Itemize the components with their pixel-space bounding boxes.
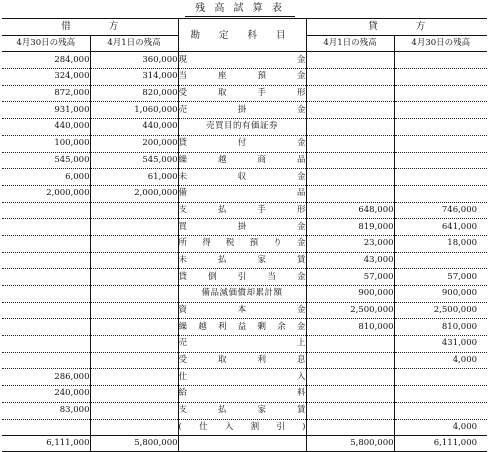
debit-apr30-cell: 100,000 <box>2 135 90 152</box>
debit-apr30-cell: 872,000 <box>2 85 90 102</box>
credit-apr30-cell: 2,500,000 <box>394 302 487 319</box>
debit-apr1-cell <box>90 302 178 319</box>
debit-apr1-cell: 820,000 <box>90 85 178 102</box>
account-name <box>179 86 306 101</box>
account-name <box>179 136 306 151</box>
debit-apr1-cell: 2,000,000 <box>90 185 178 202</box>
debit-apr30-cell: 2,000,000 <box>2 185 90 202</box>
credit-apr1-cell <box>306 185 394 202</box>
debit-sub-header-2: 4月1日の残高 <box>90 35 178 52</box>
debit-apr30-cell <box>2 202 90 219</box>
debit-apr1-cell: 1,060,000 <box>90 102 178 119</box>
account-name-cell <box>178 119 306 136</box>
account-name-char: 手 <box>257 88 266 99</box>
credit-apr30-cell: 4,000 <box>394 352 487 369</box>
account-name-cell <box>178 286 306 303</box>
account-name-cell <box>178 386 306 403</box>
table-row <box>2 269 487 286</box>
credit-apr30-cell: 746,000 <box>394 202 487 219</box>
account-name-char: 未 <box>178 254 188 265</box>
table-row <box>2 402 487 419</box>
table-row <box>2 69 487 86</box>
table-row <box>2 319 487 336</box>
account-name <box>179 236 306 251</box>
account-name-char: 上 <box>297 338 306 349</box>
account-name-char: 備 <box>178 188 188 199</box>
account-name <box>179 336 306 351</box>
credit-apr1-cell: 23,000 <box>306 235 394 252</box>
account-name-char: 金 <box>296 138 306 149</box>
account-name-cell <box>178 419 306 436</box>
account-name-char: 手 <box>257 204 266 215</box>
account-name-char: 受 <box>178 88 188 99</box>
debit-apr30-cell: 83,000 <box>2 402 90 419</box>
account-name-char: 入 <box>224 421 234 432</box>
credit-apr1-cell <box>306 102 394 119</box>
account-name-char: 越 <box>198 321 207 332</box>
total-debit-apr30: 6,111,000 <box>2 436 90 452</box>
account-name-cell <box>178 135 306 152</box>
account-name-char: 現 <box>178 54 188 65</box>
account-name-char: 資 <box>178 305 188 316</box>
credit-apr30-cell <box>394 52 487 69</box>
credit-apr1-cell <box>306 336 394 353</box>
account-name <box>179 403 306 418</box>
credit-apr30-cell <box>394 169 487 186</box>
credit-apr30-cell <box>394 102 487 119</box>
account-name-char: 繰 <box>178 321 188 332</box>
account-name-char: 給 <box>178 388 188 399</box>
debit-apr30-cell <box>2 352 90 369</box>
account-name-cell <box>178 202 306 219</box>
debit-header: 借 方 <box>2 19 178 36</box>
account-name <box>179 270 306 285</box>
table-row <box>2 419 487 436</box>
credit-apr1-cell: 2,500,000 <box>306 302 394 319</box>
debit-apr30-cell: 6,000 <box>2 169 90 186</box>
debit-apr30-cell <box>2 219 90 236</box>
table-row <box>2 52 487 69</box>
account-name-char: 支 <box>178 405 188 416</box>
credit-apr30-cell <box>394 135 487 152</box>
account-name-char: 取 <box>218 355 227 366</box>
debit-apr1-cell <box>90 252 178 269</box>
table-row <box>2 286 487 303</box>
account-name <box>179 253 306 268</box>
table-row <box>2 202 487 219</box>
account-name-char: 座 <box>218 71 227 82</box>
account-name-char: ) <box>302 421 306 432</box>
account-name-char: 利 <box>257 355 266 366</box>
table-row <box>2 235 487 252</box>
credit-apr30-cell <box>394 119 487 136</box>
account-name-char: 当 <box>267 271 276 282</box>
account-name-char: 家 <box>257 254 266 265</box>
table-row <box>2 152 487 169</box>
debit-apr1-cell: 440,000 <box>90 119 178 136</box>
credit-apr30-cell <box>394 369 487 386</box>
credit-apr30-cell <box>394 69 487 86</box>
credit-apr30-cell <box>394 386 487 403</box>
debit-apr1-cell: 360,000 <box>90 52 178 69</box>
account-name-char: 所 <box>178 238 188 249</box>
account-name-char: 剰 <box>257 321 266 332</box>
credit-apr1-cell: 900,000 <box>306 286 394 303</box>
account-name <box>179 353 306 368</box>
credit-apr1-cell <box>306 402 394 419</box>
account-name-char: 受 <box>178 355 188 366</box>
debit-apr1-cell <box>90 336 178 353</box>
credit-apr1-cell <box>306 119 394 136</box>
debit-apr1-cell <box>90 419 178 436</box>
account-name-char: 当 <box>178 71 188 82</box>
account-name-char: 税 <box>225 238 235 249</box>
account-name-char: 売買目的有価証券 <box>206 121 279 132</box>
account-name <box>179 220 306 235</box>
account-name <box>179 69 306 84</box>
account-name-cell <box>178 185 306 202</box>
debit-apr1-cell <box>90 286 178 303</box>
debit-apr1-cell <box>90 235 178 252</box>
account-name-char: 仕 <box>178 371 188 382</box>
account-name-char: 引 <box>276 421 285 432</box>
debit-apr1-cell: 200,000 <box>90 135 178 152</box>
table-row <box>2 102 487 119</box>
account-name-char: 料 <box>297 388 306 399</box>
credit-apr30-cell <box>394 185 487 202</box>
account-name-cell <box>178 169 306 186</box>
credit-sub-header-2: 4月30日の残高 <box>394 35 487 52</box>
credit-apr30-cell: 4,000 <box>394 419 487 436</box>
credit-header: 貸 方 <box>306 19 487 36</box>
account-name-char: 引 <box>237 271 247 282</box>
credit-apr1-cell <box>306 419 394 436</box>
account-name-cell <box>178 235 306 252</box>
account-name-char: 売 <box>178 104 188 115</box>
total-credit-apr1: 5,800,000 <box>306 436 394 452</box>
account-name-cell <box>178 102 306 119</box>
account-name-char: 本 <box>237 305 247 316</box>
page-title: 残 高 試 算 表 <box>185 3 295 17</box>
account-name-char: 金 <box>296 238 306 249</box>
debit-apr1-cell <box>90 386 178 403</box>
account-name-char: 金 <box>296 305 306 316</box>
account-name-char: 益 <box>237 321 247 332</box>
debit-apr30-cell: 284,000 <box>2 52 90 69</box>
credit-apr1-cell: 819,000 <box>306 219 394 236</box>
credit-apr30-cell: 641,000 <box>394 219 487 236</box>
account-name-char: 金 <box>296 271 306 282</box>
account-name-char: 形 <box>296 88 306 99</box>
account-header: 勘 定 科 目 <box>178 19 306 52</box>
account-name-char: 余 <box>277 321 286 332</box>
account-name-char: 得 <box>202 238 211 249</box>
debit-apr30-cell <box>2 419 90 436</box>
account-name-char: 預 <box>249 238 259 249</box>
credit-apr30-cell: 18,000 <box>394 235 487 252</box>
account-name <box>179 119 306 134</box>
account-name-char: 収 <box>237 171 247 182</box>
account-name-cell <box>178 369 306 386</box>
debit-apr30-cell: 324,000 <box>2 69 90 86</box>
credit-apr30-cell: 57,000 <box>394 269 487 286</box>
debit-apr30-cell: 240,000 <box>2 386 90 403</box>
account-name-char: 金 <box>296 104 306 115</box>
account-name-cell <box>178 352 306 369</box>
debit-apr30-cell: 286,000 <box>2 369 90 386</box>
table-row <box>2 302 487 319</box>
table-row <box>2 185 487 202</box>
total-debit-apr1: 5,800,000 <box>90 436 178 452</box>
credit-sub-header-1: 4月1日の残高 <box>306 35 394 52</box>
credit-apr30-cell <box>394 85 487 102</box>
account-name <box>179 320 306 335</box>
account-name-cell <box>178 52 306 69</box>
credit-apr1-cell <box>306 52 394 69</box>
account-name-cell <box>178 302 306 319</box>
account-name-char: 貸 <box>178 138 188 149</box>
table-row <box>2 135 487 152</box>
debit-apr1-cell <box>90 352 178 369</box>
credit-apr1-cell <box>306 369 394 386</box>
account-name-char: 取 <box>218 88 227 99</box>
account-name-char: 金 <box>296 71 306 82</box>
account-name-char: 賃 <box>296 254 306 265</box>
debit-apr30-cell <box>2 319 90 336</box>
account-name-cell <box>178 69 306 86</box>
account-name-char: 仕 <box>199 421 208 432</box>
credit-apr30-cell <box>394 252 487 269</box>
account-name <box>179 370 306 385</box>
table-row <box>2 119 487 136</box>
account-name-cell <box>178 252 306 269</box>
account-name <box>179 286 306 301</box>
debit-apr1-cell <box>90 202 178 219</box>
credit-apr1-cell <box>306 169 394 186</box>
table-row <box>2 369 487 386</box>
credit-apr30-cell: 900,000 <box>394 286 487 303</box>
debit-apr30-cell <box>2 286 90 303</box>
debit-apr30-cell <box>2 269 90 286</box>
table-row <box>2 386 487 403</box>
debit-sub-header-1: 4月30日の残高 <box>2 35 90 52</box>
account-name-char: 払 <box>218 254 227 265</box>
credit-apr30-cell <box>394 402 487 419</box>
account-name-cell <box>178 402 306 419</box>
debit-apr1-cell <box>90 319 178 336</box>
credit-apr1-cell <box>306 152 394 169</box>
credit-apr1-cell <box>306 85 394 102</box>
account-name-char: 利 <box>217 321 227 332</box>
account-name-char: 入 <box>297 371 306 382</box>
account-name-char: 金 <box>297 54 306 65</box>
table-row <box>2 169 487 186</box>
debit-apr30-cell <box>2 252 90 269</box>
account-name <box>179 203 306 218</box>
account-name-char: 商 <box>257 154 266 165</box>
credit-apr1-cell: 810,000 <box>306 319 394 336</box>
account-name-char: 越 <box>218 154 227 165</box>
table-row <box>2 85 487 102</box>
debit-apr1-cell <box>90 269 178 286</box>
account-name-char: 買 <box>178 221 188 232</box>
account-name <box>179 103 306 118</box>
credit-apr1-cell: 57,000 <box>306 269 394 286</box>
account-name-char: 未 <box>178 171 188 182</box>
account-name-char: 賃 <box>296 405 306 416</box>
total-account-cell <box>178 436 306 452</box>
account-name-cell <box>178 336 306 353</box>
account-name-char: 払 <box>218 405 227 416</box>
account-name-char: 品 <box>296 154 306 165</box>
table-row <box>2 219 487 236</box>
credit-apr1-cell <box>306 352 394 369</box>
account-name <box>179 420 306 435</box>
account-name-char: 金 <box>296 321 306 332</box>
account-name-char: 繰 <box>178 154 188 165</box>
account-name-char: 割 <box>250 421 260 432</box>
account-name-char: 掛 <box>237 221 247 232</box>
total-credit-apr30: 6,111,000 <box>394 436 487 452</box>
table-row <box>2 252 487 269</box>
account-name-char: 払 <box>218 204 227 215</box>
debit-apr1-cell: 61,000 <box>90 169 178 186</box>
totals-row <box>2 436 487 452</box>
credit-apr1-cell <box>306 135 394 152</box>
account-name-char: 金 <box>296 171 306 182</box>
account-name-char: ( <box>178 421 182 432</box>
account-name-char: 形 <box>296 204 306 215</box>
account-name-char: 掛 <box>237 104 247 115</box>
debit-apr1-cell: 314,000 <box>90 69 178 86</box>
account-name-char: り <box>273 238 282 249</box>
account-name-cell <box>178 269 306 286</box>
credit-apr1-cell <box>306 386 394 403</box>
debit-apr30-cell: 545,000 <box>2 152 90 169</box>
account-name <box>179 303 306 318</box>
credit-apr1-cell: 648,000 <box>306 202 394 219</box>
trial-balance-table <box>2 18 487 452</box>
account-name-cell <box>178 219 306 236</box>
debit-apr1-cell <box>90 219 178 236</box>
debit-apr1-cell <box>90 369 178 386</box>
credit-apr1-cell: 43,000 <box>306 252 394 269</box>
header-row-top <box>2 19 487 36</box>
account-name <box>179 53 306 68</box>
debit-apr30-cell: 931,000 <box>2 102 90 119</box>
account-name-char: 預 <box>257 71 266 82</box>
debit-apr30-cell <box>2 235 90 252</box>
account-name <box>179 386 306 401</box>
debit-apr30-cell <box>2 302 90 319</box>
account-name <box>179 170 306 185</box>
debit-apr30-cell <box>2 336 90 353</box>
table-row <box>2 336 487 353</box>
account-name <box>179 186 306 201</box>
credit-apr30-cell: 431,000 <box>394 336 487 353</box>
debit-apr1-cell: 545,000 <box>90 152 178 169</box>
account-name-char: 家 <box>257 405 266 416</box>
credit-apr30-cell: 810,000 <box>394 319 487 336</box>
account-name <box>179 153 306 168</box>
account-name-cell <box>178 152 306 169</box>
credit-apr30-cell <box>394 152 487 169</box>
account-name-char: 息 <box>296 355 306 366</box>
account-name-char: 品 <box>297 188 306 199</box>
credit-apr1-cell <box>306 69 394 86</box>
account-name-cell <box>178 85 306 102</box>
debit-apr1-cell <box>90 402 178 419</box>
account-name-char: 貸 <box>178 271 188 282</box>
account-name-char: 倒 <box>208 271 217 282</box>
account-name-char: 売 <box>178 338 188 349</box>
account-name-char: 金 <box>296 221 306 232</box>
account-name-char: 支 <box>178 204 188 215</box>
account-name-char: 備品減価償却累計額 <box>201 288 283 299</box>
account-name-cell <box>178 319 306 336</box>
account-name-char: 付 <box>237 138 247 149</box>
table-row <box>2 352 487 369</box>
debit-apr30-cell: 440,000 <box>2 119 90 136</box>
